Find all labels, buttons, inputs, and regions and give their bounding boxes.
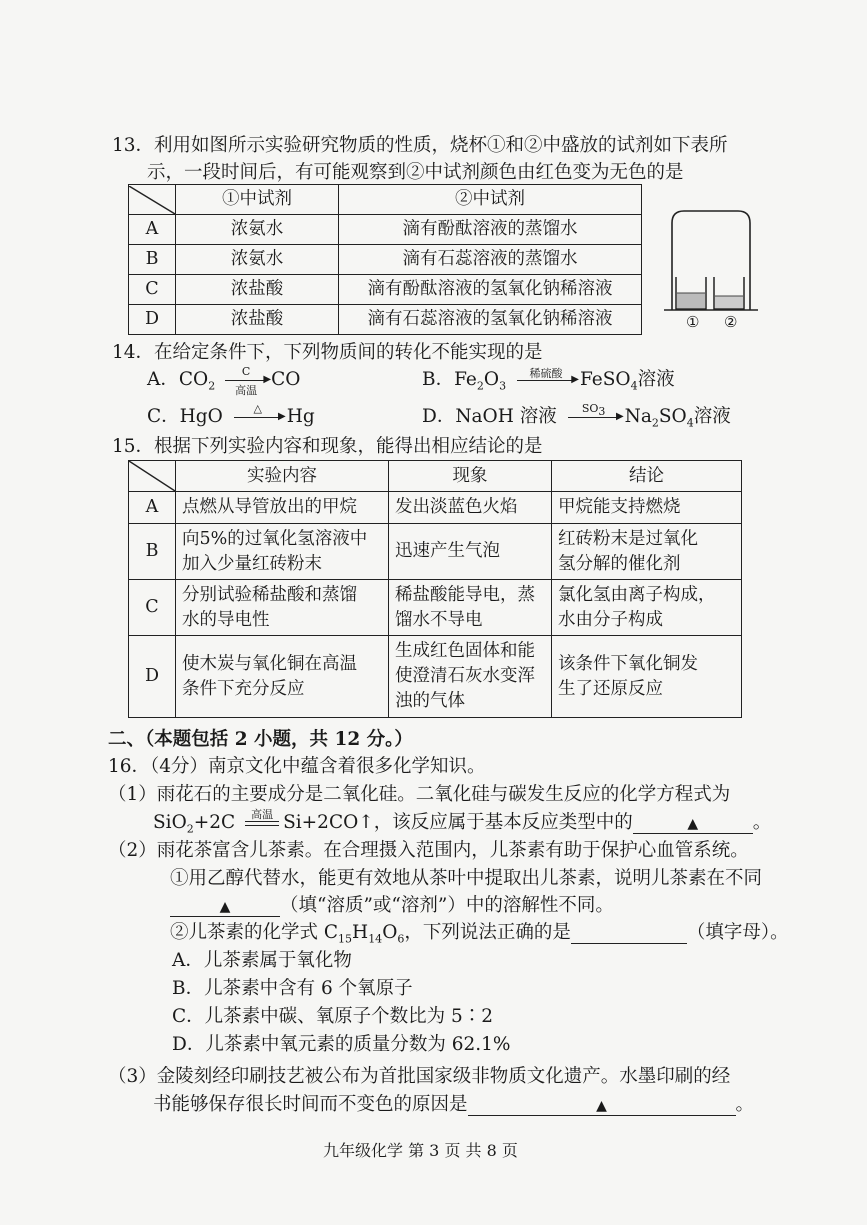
q16-stem: 16．（4分）南京文化中蕴含着很多化学知识。 (108, 756, 486, 777)
q14-option-d: D．NaOH 溶液 $SO_3$ ▶ $Na_2SO_4$溶液 (422, 401, 731, 430)
beaker-label-2: ② (724, 313, 738, 331)
q13-diagonal-cell (129, 185, 176, 215)
q13-opt: C (129, 275, 176, 305)
beaker-apparatus-icon (660, 205, 760, 330)
q15-table (128, 460, 742, 718)
q15-opt: C (129, 580, 176, 636)
q15-stem: 15．根据下列实验内容和现象，能得出相应结论的是 (112, 436, 543, 457)
q13-header-1: ①中试剂 (176, 185, 339, 215)
reaction-arrow: △ ▶ (234, 417, 282, 418)
reaction-arrow: $SO_3$ ▶ (568, 417, 620, 418)
answer-blank[interactable]: ▲ (170, 895, 280, 917)
q15-conclusion: 该条件下氧化铜发 生了还原反应 (552, 636, 742, 718)
q14-stem: 14．在给定条件下，下列物质间的转化不能实现的是 (112, 342, 543, 363)
q15-content: 使木炭与氧化铜在高温 条件下充分反应 (176, 636, 389, 718)
q13-stem-line2: 示，一段时间后，有可能观察到②中试剂颜色由红色变为无色的是 (147, 162, 684, 183)
q15-opt: B (129, 524, 176, 580)
diagonal-line-icon (129, 461, 175, 491)
q15-conclusion: 红砖粉末是过氧化 氢分解的催化剂 (552, 524, 742, 580)
q13-opt: B (129, 245, 176, 275)
answer-blank[interactable]: ▲ (633, 812, 753, 834)
diagonal-line-icon (129, 186, 175, 214)
section-heading: 二、（本题包括 2 小题，共 12 分。） (108, 729, 413, 750)
q15-conclusion: 甲烷能支持燃烧 (552, 492, 742, 524)
q16-part1-line1: （1）雨花石的主要成分是二氧化硅。二氧化硅与碳发生反应的化学方程式为 (108, 784, 731, 805)
q15-header-conclusion: 结论 (552, 461, 742, 492)
q14-option-a: A．$CO_2$ C ▶ 高温 CO (147, 364, 301, 397)
answer-blank[interactable] (571, 922, 687, 944)
q13-stem-line1: 13．利用如图所示实验研究物质的性质，烧杯①和②中盛放的试剂如下表所 (112, 135, 728, 156)
reaction-arrow: 稀硫酸 ▶ (517, 380, 575, 381)
q16-option: A．儿茶素属于氧化物 (172, 950, 352, 971)
q13-cell: 滴有酚酞溶液的氢氧化钠稀溶液 (339, 275, 642, 305)
q15-header-phenomenon: 现象 (389, 461, 552, 492)
q16-option: D．儿茶素中氧元素的质量分数为 62.1% (172, 1034, 511, 1055)
q13-cell: 滴有石蕊溶液的氢氧化钠稀溶液 (339, 305, 642, 335)
q15-content: 分别试验稀盐酸和蒸馏 水的导电性 (176, 580, 389, 636)
q13-opt: D (129, 305, 176, 335)
q15-opt: D (129, 636, 176, 718)
q13-cell: 浓盐酸 (176, 305, 339, 335)
q15-phenomenon: 发出淡蓝色火焰 (389, 492, 552, 524)
q13-cell: 滴有石蕊溶液的蒸馏水 (339, 245, 642, 275)
q15-diagonal-cell (129, 461, 176, 492)
page-footer: 九年级化学 第 3 页 共 8 页 (323, 1141, 518, 1160)
beaker-label-1: ① (686, 313, 700, 331)
q13-table (128, 184, 642, 335)
q16-part3-line1: （3）金陵刻经印刷技艺被公布为首批国家级非物质文化遗产。水墨印刷的经 (108, 1066, 731, 1087)
q13-cell: 浓盐酸 (176, 275, 339, 305)
q13-opt: A (129, 215, 176, 245)
reaction-arrow: C ▶ 高温 (225, 380, 267, 381)
q13-header-2: ②中试剂 (339, 185, 642, 215)
answer-blank[interactable]: ▲ (468, 1094, 736, 1116)
q15-phenomenon: 稀盐酸能导电，蒸 馏水不导电 (389, 580, 552, 636)
q16-part1-equation: SiO$_2$+2C 高温 Si+2CO↑，该反应属于基本反应类型中的 ▲ 。 (153, 807, 772, 836)
q13-cell: 浓氨水 (176, 215, 339, 245)
q16-option: C．儿茶素中碳、氧原子个数比为 5∶2 (172, 1006, 494, 1027)
q16-part3-line2: 书能够保存很长时间而不变色的原因是 ▲ 。 (153, 1094, 755, 1115)
q16-option: B．儿茶素中含有 6 个氧原子 (172, 978, 413, 999)
q16-part2-q2: ②儿茶素的化学式 $C_{15}H_{14}O_6$，下列说法正确的是 （填字母）。 (170, 922, 789, 946)
q13-cell: 浓氨水 (176, 245, 339, 275)
q15-phenomenon: 迅速产生气泡 (389, 524, 552, 580)
q15-content: 点燃从导管放出的甲烷 (176, 492, 389, 524)
q15-opt: A (129, 492, 176, 524)
q16-part2-q1-line1: ①用乙醇代替水，能更有效地从茶叶中提取出儿茶素，说明儿茶素在不同 (170, 868, 763, 889)
q16-part2-q1-line2: ▲ （填“溶质”或“溶剂”）中的溶解性不同。 (170, 891, 614, 917)
q15-header-content: 实验内容 (176, 461, 389, 492)
q13-cell: 滴有酚酞溶液的蒸馏水 (339, 215, 642, 245)
q15-content: 向5%的过氧化氢溶液中 加入少量红砖粉末 (176, 524, 389, 580)
q14-option-b: B．$Fe_2O_3$ 稀硫酸 ▶ FeSO$_4$溶液 (422, 366, 675, 393)
q15-conclusion: 氯化氢由离子构成， 水由分子构成 (552, 580, 742, 636)
equals-sign: 高温 (245, 821, 279, 826)
q14-option-c: C．HgO △ ▶ Hg (147, 401, 315, 427)
q15-phenomenon: 生成红色固体和能 使澄清石灰水变浑 浊的气体 (389, 636, 552, 718)
q16-part2-line1: （2）雨花茶富含儿茶素。在合理摄入范围内，儿茶素有助于保护心血管系统。 (108, 840, 749, 861)
